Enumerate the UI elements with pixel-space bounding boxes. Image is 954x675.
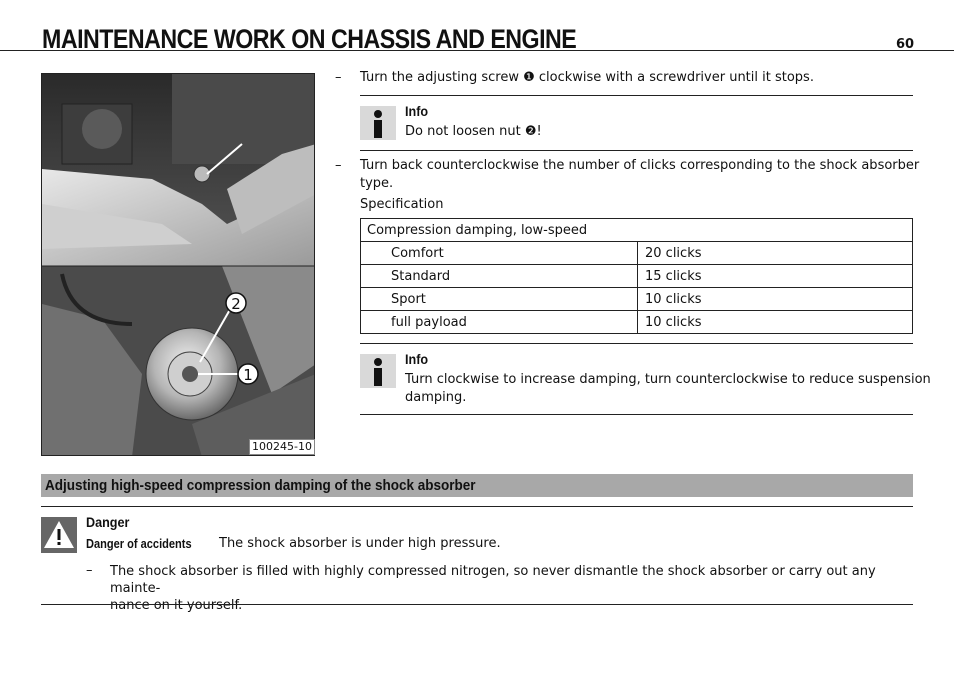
- photo-illustration: [42, 74, 315, 456]
- row-value: 20 clicks: [638, 242, 913, 265]
- danger-description: The shock absorber is under high pressure.: [219, 536, 501, 551]
- info2-text-line2: damping.: [405, 390, 467, 405]
- row-value: 15 clicks: [638, 265, 913, 288]
- step-dash: –: [335, 158, 342, 173]
- page-number: 60: [896, 37, 915, 52]
- shock-absorber-photo: [41, 73, 315, 456]
- info1-top-rule: [360, 95, 913, 96]
- table-row: [361, 265, 913, 288]
- info1-text: Do not loosen nut ❷!: [405, 124, 542, 139]
- info2-top-rule: [360, 343, 913, 344]
- danger-item-line1: The shock absorber is filled with highly compressed nitrogen, so never dismantle the shock absorber or carry out any mainte-: [110, 564, 876, 596]
- callout-1-label: 1: [243, 366, 253, 384]
- danger-item-line2: nance on it yourself.: [110, 598, 243, 613]
- figure-reference: 100245-10: [249, 439, 315, 455]
- info2-text-line1: Turn clockwise to increase damping, turn counterclockwise to reduce suspension: [405, 372, 931, 387]
- table-header-row: [361, 219, 913, 242]
- page-title: MAINTENANCE WORK ON CHASSIS AND ENGINE: [42, 24, 577, 54]
- title-rule: [0, 50, 954, 51]
- warning-icon: [41, 517, 77, 553]
- step-adjust-screw: Turn the adjusting screw ❶ clockwise with a screwdriver until it stops.: [360, 70, 814, 85]
- row-name: Standard: [361, 265, 638, 288]
- step-turn-back-line2: type.: [360, 176, 394, 191]
- danger-heading: Danger: [86, 514, 130, 530]
- section-heading-bar: [41, 474, 913, 497]
- row-name: Sport: [361, 288, 638, 311]
- table-row: [361, 242, 913, 265]
- table-row: [361, 288, 913, 311]
- info2-bottom-rule: [360, 414, 913, 415]
- specification-label: Specification: [360, 197, 444, 212]
- step-dash: –: [335, 70, 342, 85]
- section-title: Adjusting high-speed compression damping of the shock absorber: [45, 477, 476, 494]
- info1-heading: Info: [405, 103, 429, 119]
- info-icon: [360, 354, 396, 388]
- table-row: [361, 311, 913, 334]
- specification-table: [360, 218, 913, 334]
- row-name: Comfort: [361, 242, 638, 265]
- row-name: full payload: [361, 311, 638, 334]
- row-value: 10 clicks: [638, 311, 913, 334]
- danger-item: [110, 563, 910, 614]
- danger-subheading: Danger of accidents: [86, 536, 192, 551]
- step-turn-back-line1: Turn back counterclockwise the number of clicks corresponding to the shock absorber: [360, 158, 920, 173]
- info2-heading: Info: [405, 351, 429, 367]
- danger-top-rule: [41, 506, 913, 507]
- row-value: 10 clicks: [638, 288, 913, 311]
- info-icon: [360, 106, 396, 140]
- danger-dash: –: [86, 563, 93, 578]
- info1-bottom-rule: [360, 150, 913, 151]
- callout-2-label: 2: [231, 295, 241, 313]
- table-header: Compression damping, low-speed: [361, 219, 913, 242]
- danger-bottom-rule: [41, 604, 913, 605]
